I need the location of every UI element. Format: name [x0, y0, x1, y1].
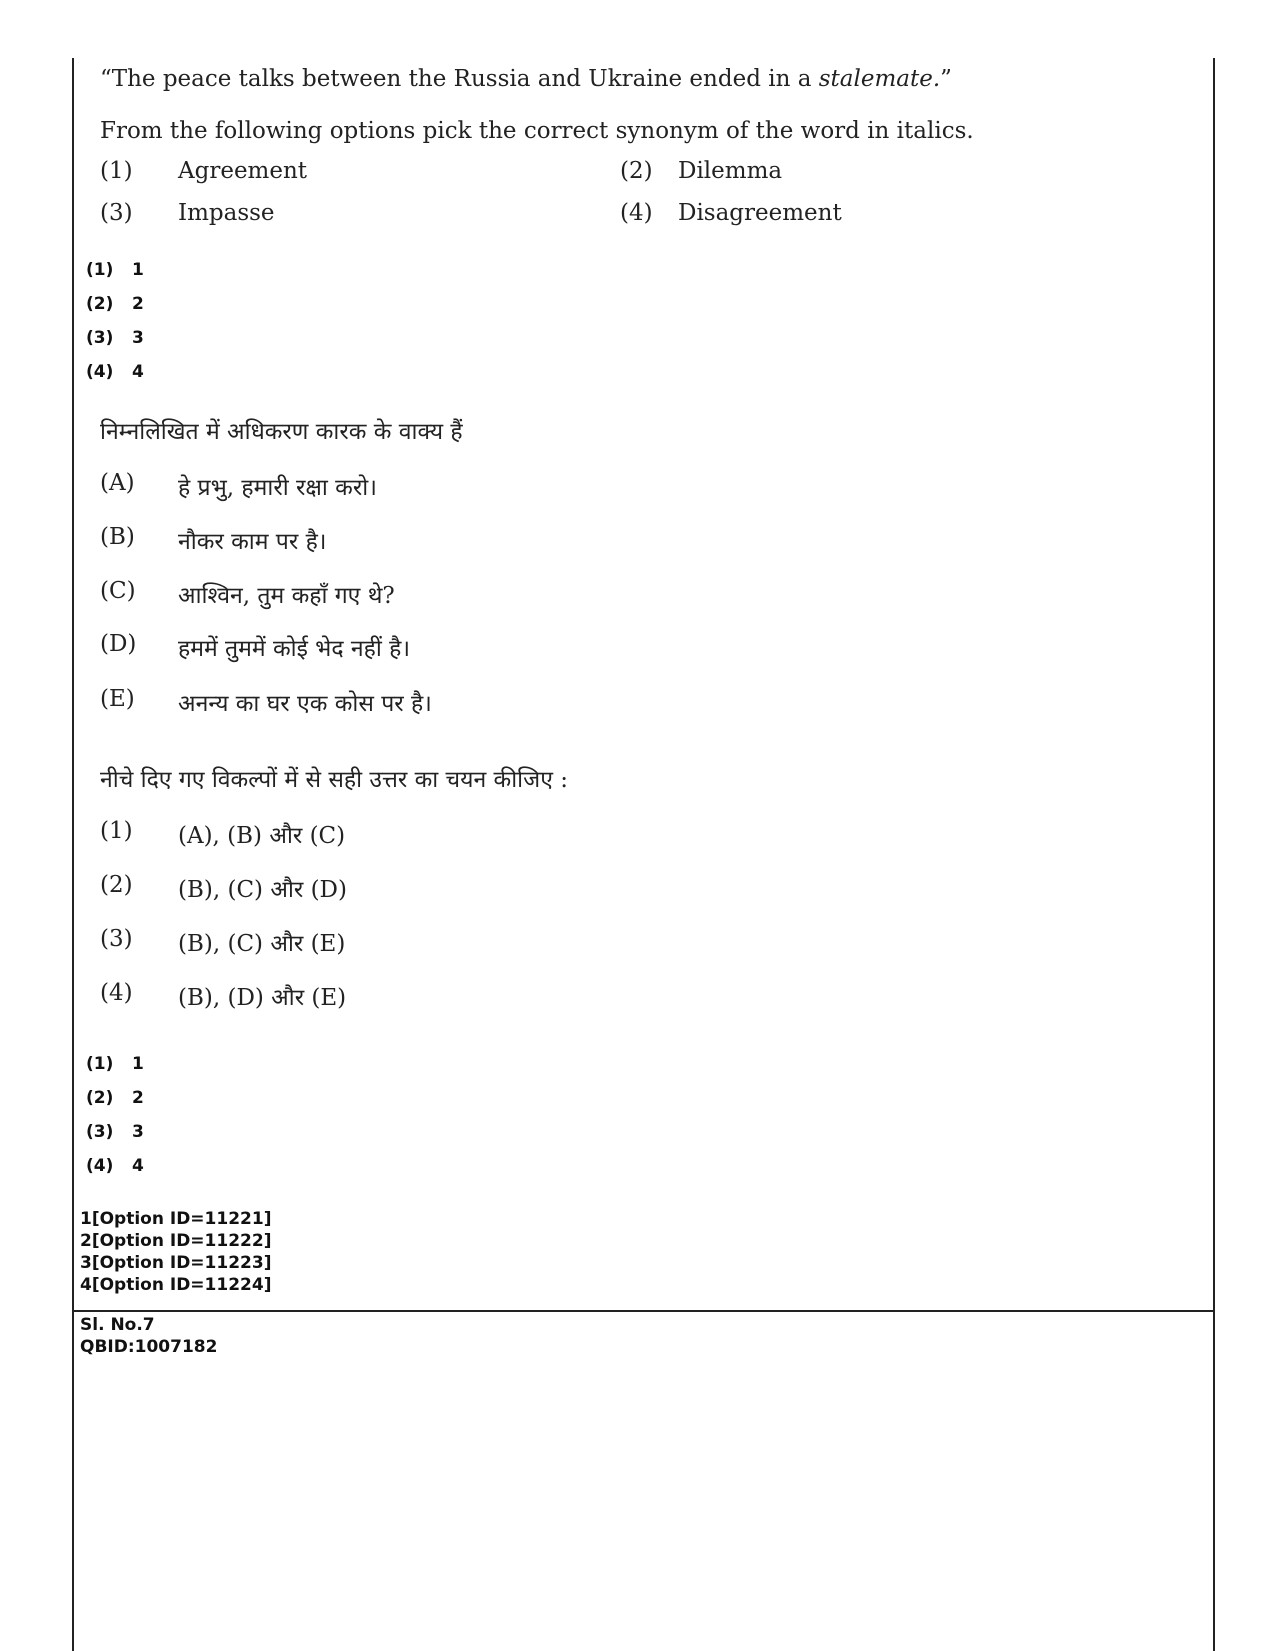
answer-value: 3	[132, 328, 144, 348]
option-number: (1)	[100, 818, 133, 844]
option-text: (B), (C) और (E)	[178, 931, 346, 957]
option-id-3: 3[Option ID=11223]	[80, 1253, 272, 1273]
answer-number: (3)	[86, 1122, 114, 1142]
statement-text: नौकर काम पर है।	[178, 529, 327, 555]
statement-label: (C)	[100, 578, 136, 604]
answer-value: 4	[132, 1156, 144, 1176]
question2-answer-3	[86, 1122, 144, 1142]
option-text: Agreement	[178, 158, 308, 184]
question2-answer-1	[86, 1054, 144, 1074]
left-border	[72, 58, 74, 1651]
statement-text: आश्विन, तुम कहाँ गए थे?	[178, 583, 395, 609]
question2-stem: निम्नलिखित में अधिकरण कारक के वाक्य हैं	[100, 419, 463, 445]
right-border	[1213, 58, 1215, 1651]
statement-label: (A)	[100, 470, 135, 496]
question2-answer-4	[86, 1156, 144, 1176]
answer-value: 1	[132, 260, 144, 280]
option-number: (4)	[620, 200, 653, 226]
option-number: (4)	[100, 980, 133, 1006]
option-id-4: 4[Option ID=11224]	[80, 1275, 272, 1295]
answer-value: 1	[132, 1054, 144, 1074]
question1-sentence-post: ”	[940, 66, 952, 92]
question-footer	[80, 1314, 217, 1358]
question1-answer-3	[86, 328, 144, 348]
answer-number: (1)	[86, 1054, 114, 1074]
answer-number: (2)	[86, 294, 114, 314]
answer-number: (4)	[86, 362, 114, 382]
option-number: (3)	[100, 926, 133, 952]
option-text: (A), (B) और (C)	[178, 823, 346, 849]
option-text: Dilemma	[678, 158, 783, 184]
statement-label: (B)	[100, 524, 135, 550]
answer-number: (2)	[86, 1088, 114, 1108]
answer-value: 2	[132, 294, 144, 314]
answer-number: (4)	[86, 1156, 114, 1176]
option-text: Disagreement	[678, 200, 842, 226]
question1-instruction: From the following options pick the correct synonym of the word in italics.	[100, 118, 974, 144]
statement-label: (E)	[100, 686, 135, 712]
answer-value: 4	[132, 362, 144, 382]
option-id-list	[80, 1208, 271, 1296]
statement-text: हममें तुममें कोई भेद नहीं है।	[178, 636, 411, 662]
option-text: Impasse	[178, 200, 275, 226]
option-number: (1)	[100, 158, 133, 184]
question1-answer-2	[86, 294, 144, 314]
option-text: (B), (D) और (E)	[178, 985, 347, 1011]
question2-choose-instruction: नीचे दिए गए विकल्पों में से सही उत्तर का चयन कीजिए :	[100, 767, 568, 793]
question-divider	[72, 1310, 1215, 1312]
question1-sentence	[100, 66, 952, 92]
question1-sentence-pre: “The peace talks between the Russia and Ukraine ended in a	[100, 66, 819, 92]
statement-text: अनन्य का घर एक कोस पर है।	[178, 691, 432, 717]
option-id-2: 2[Option ID=11222]	[80, 1231, 272, 1251]
statement-text: हे प्रभु, हमारी रक्षा करो।	[178, 475, 377, 501]
answer-value: 3	[132, 1122, 144, 1142]
statement-label: (D)	[100, 631, 137, 657]
option-number: (2)	[620, 158, 653, 184]
question1-answer-1	[86, 260, 144, 280]
answer-value: 2	[132, 1088, 144, 1108]
question-bank-id: QBID:1007182	[80, 1337, 218, 1357]
serial-number: Sl. No.7	[80, 1315, 155, 1335]
option-number: (2)	[100, 872, 133, 898]
question1-italic-word: stalemate.	[818, 66, 941, 92]
option-number: (3)	[100, 200, 133, 226]
question2-answer-2	[86, 1088, 144, 1108]
question1-answer-4	[86, 362, 144, 382]
option-id-1: 1[Option ID=11221]	[80, 1209, 272, 1229]
answer-number: (3)	[86, 328, 114, 348]
option-text: (B), (C) और (D)	[178, 877, 347, 903]
answer-number: (1)	[86, 260, 114, 280]
